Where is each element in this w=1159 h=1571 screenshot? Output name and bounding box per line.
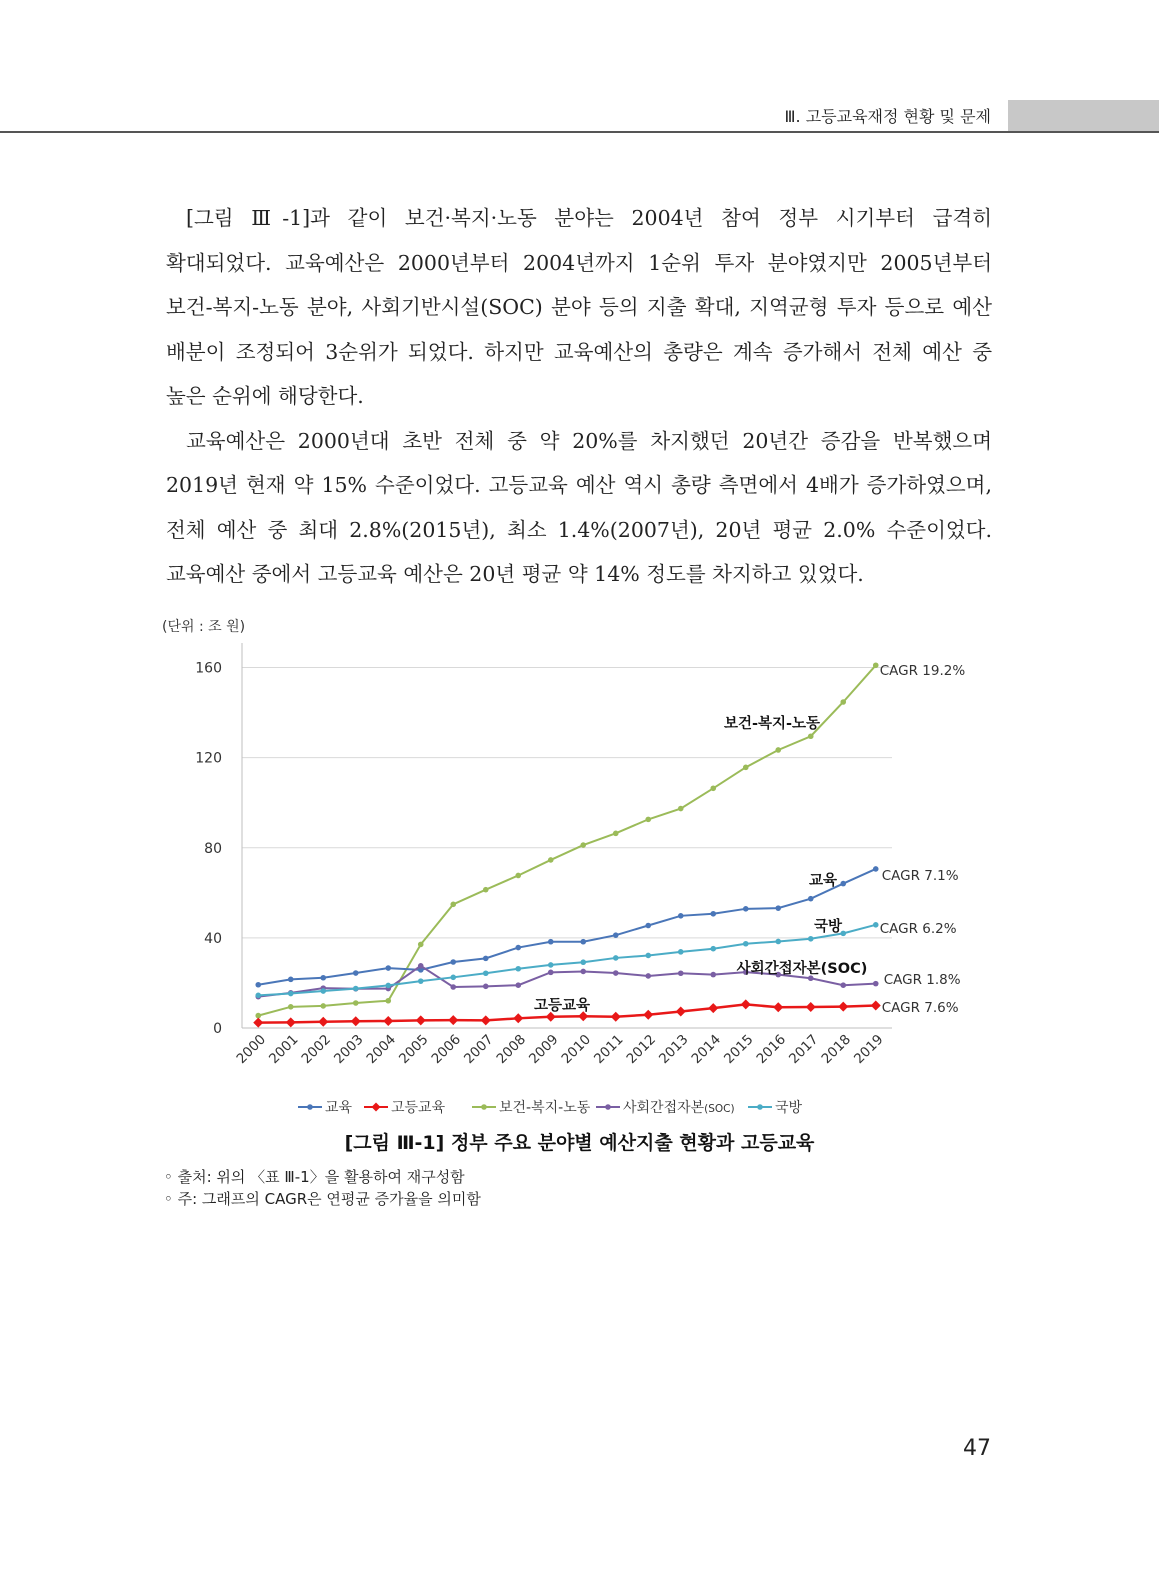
point-2-2002 [320, 1003, 326, 1009]
point-1-2007 [481, 1015, 491, 1025]
point-0-2017 [808, 896, 814, 902]
point-1-2011 [611, 1012, 621, 1022]
point-2-2008 [515, 873, 521, 879]
x-tick-label-2018: 2018 [818, 1031, 855, 1068]
x-tick-label-2016: 2016 [753, 1031, 790, 1068]
header-rule [0, 131, 1159, 133]
legend-marker-3 [605, 1104, 611, 1110]
note-cagr: ◦ 주: 그래프의 CAGR은 연평균 증가율을 의미함 [164, 1190, 481, 1208]
point-1-2008 [513, 1013, 523, 1023]
x-tick-label-2004: 2004 [363, 1031, 400, 1068]
point-2-2018 [840, 699, 846, 705]
point-4-2003 [353, 986, 359, 992]
point-0-2011 [613, 932, 619, 938]
series-label-3: 사회간접자본(SOC) [736, 961, 868, 977]
cagr-label-2: CAGR 19.2% [879, 663, 966, 679]
point-3-2014 [710, 972, 716, 978]
point-4-2001 [288, 991, 294, 997]
point-2-2007 [483, 887, 489, 893]
point-2-2013 [678, 806, 684, 812]
series-label-4: 국방 [813, 919, 843, 935]
point-4-2004 [385, 983, 391, 989]
point-2-2014 [710, 785, 716, 791]
point-4-2008 [515, 966, 521, 972]
point-2-2019 [873, 662, 879, 668]
point-1-2013 [676, 1007, 686, 1017]
point-4-2006 [450, 975, 456, 981]
point-0-2000 [255, 982, 261, 988]
point-0-2015 [743, 906, 749, 912]
legend-label-suffix-3: (SOC) [704, 1103, 735, 1115]
point-4-2011 [613, 955, 619, 961]
legend-label-0: 교육 [325, 1100, 353, 1116]
point-1-2012 [643, 1010, 653, 1020]
point-1-2006 [448, 1015, 458, 1025]
point-0-2008 [515, 945, 521, 951]
x-tick-label-2007: 2007 [460, 1031, 497, 1068]
point-0-2012 [645, 923, 651, 929]
y-tick-label-40: 40 [204, 930, 222, 947]
header-gray-bar [1008, 100, 1159, 132]
point-0-2001 [288, 977, 294, 983]
point-4-2014 [710, 946, 716, 952]
point-2-2010 [580, 842, 586, 848]
point-0-2004 [385, 965, 391, 971]
point-0-2013 [678, 913, 684, 919]
point-2-2004 [385, 998, 391, 1004]
point-0-2003 [353, 970, 359, 976]
x-tick-label-2000: 2000 [233, 1031, 270, 1068]
point-2-2000 [255, 1013, 261, 1019]
point-4-2019 [873, 922, 879, 928]
point-1-2003 [351, 1016, 361, 1026]
point-3-2012 [645, 973, 651, 979]
figure-caption: [그림 Ⅲ-1] 정부 주요 분야별 예산지출 현황과 고등교육 [344, 1132, 815, 1154]
point-3-2013 [678, 970, 684, 976]
x-tick-label-2003: 2003 [330, 1031, 367, 1068]
point-3-2009 [548, 970, 554, 976]
point-3-2010 [580, 969, 586, 975]
x-tick-label-2012: 2012 [623, 1031, 660, 1068]
legend-label-2: 보건-복지-노동 [499, 1100, 591, 1116]
point-1-2014 [708, 1003, 718, 1013]
cagr-label-4: CAGR 6.2% [879, 921, 957, 937]
point-1-2000 [253, 1018, 263, 1028]
point-2-2006 [450, 902, 456, 908]
point-3-2019 [873, 981, 879, 987]
legend-marker-2 [481, 1104, 487, 1110]
x-tick-label-2001: 2001 [265, 1031, 302, 1068]
note-source: ◦ 출처: 위의 〈표 Ⅲ-1〉을 활용하여 재구성함 [164, 1168, 465, 1186]
x-tick-label-2013: 2013 [655, 1031, 692, 1068]
x-tick-label-2019: 2019 [850, 1031, 887, 1068]
x-tick-label-2006: 2006 [428, 1031, 465, 1068]
point-0-2018 [840, 881, 846, 887]
x-tick-label-2014: 2014 [688, 1031, 725, 1068]
point-2-2005 [418, 942, 424, 948]
series-label-0: 교육 [808, 873, 838, 889]
legend-label-main-3: 사회간접자본 [623, 1100, 705, 1116]
point-1-2017 [806, 1002, 816, 1012]
series-label-1: 고등교육 [533, 998, 591, 1014]
point-3-2006 [450, 984, 456, 990]
cagr-label-3: CAGR 1.8% [883, 972, 961, 988]
cagr-label-0: CAGR 7.1% [881, 868, 959, 884]
legend-label-4: 국방 [775, 1100, 803, 1116]
point-0-2007 [483, 956, 489, 962]
point-1-2016 [773, 1002, 783, 1012]
point-4-2007 [483, 970, 489, 976]
point-4-2010 [580, 959, 586, 965]
point-1-2015 [741, 999, 751, 1009]
point-1-2005 [416, 1015, 426, 1025]
point-0-2002 [320, 975, 326, 981]
y-tick-label-80: 80 [204, 840, 222, 857]
x-tick-label-2011: 2011 [590, 1031, 627, 1068]
point-4-2009 [548, 962, 554, 968]
point-2-2015 [743, 765, 749, 771]
x-tick-label-2017: 2017 [785, 1031, 822, 1068]
point-1-2001 [286, 1017, 296, 1027]
point-4-2017 [808, 936, 814, 942]
point-2-2017 [808, 733, 814, 739]
point-2-2011 [613, 831, 619, 837]
point-3-2018 [840, 982, 846, 988]
point-0-2016 [775, 905, 781, 911]
x-tick-label-2015: 2015 [720, 1031, 757, 1068]
x-tick-label-2010: 2010 [558, 1031, 595, 1068]
point-3-2005 [418, 963, 424, 969]
point-1-2018 [838, 1002, 848, 1012]
point-4-2015 [743, 941, 749, 947]
y-tick-label-0: 0 [213, 1021, 222, 1037]
legend-label-3 [623, 1099, 735, 1116]
legend-marker-4 [757, 1104, 763, 1110]
unit-label: (단위 : 조 원) [162, 619, 246, 635]
figure-notes [164, 1166, 481, 1210]
x-tick-label-2005: 2005 [395, 1031, 432, 1068]
point-2-2003 [353, 1000, 359, 1006]
point-2-2016 [775, 747, 781, 753]
point-1-2002 [318, 1017, 328, 1027]
point-0-2014 [710, 911, 716, 917]
point-0-2019 [873, 866, 879, 872]
legend-marker-1 [372, 1103, 381, 1112]
legend-marker-0 [307, 1104, 313, 1110]
y-tick-label-120: 120 [195, 750, 222, 767]
budget-chart [150, 605, 1010, 1135]
page-number: 47 [963, 1436, 991, 1461]
paragraph-2: 교육예산은 2000년대 초반 전체 중 약 20%를 차지했던 20년간 증감을 반복했으며 2019년 현재 약 15% 수준이었다. 고등교육 예산 역시 총량 측면에서 4배가 증가하였으며, 전체 예산 중 최대 2.8%(2015년), 최소 1.4%(2007년), 20년 평균 2.0% 수준이었다. 교육예산 중에서 고등교육 예산은 20년 평균 약 14% 정도를 차지하고 있었다. [166, 428, 992, 586]
series-label-2: 보건-복지-노동 [723, 716, 821, 732]
chart-svg [150, 605, 1010, 1135]
point-0-2006 [450, 959, 456, 965]
point-3-2008 [515, 982, 521, 988]
x-tick-label-2008: 2008 [493, 1031, 530, 1068]
point-4-2012 [645, 953, 651, 959]
point-1-2004 [383, 1016, 393, 1026]
cagr-label-1: CAGR 7.6% [881, 1000, 959, 1016]
x-tick-label-2009: 2009 [525, 1031, 562, 1068]
point-1-2019 [871, 1000, 881, 1010]
point-2-2001 [288, 1004, 294, 1010]
y-tick-label-160: 160 [195, 660, 222, 677]
x-tick-label-2002: 2002 [298, 1031, 335, 1068]
point-3-2011 [613, 970, 619, 976]
legend-label-1: 고등교육 [391, 1100, 446, 1116]
point-4-2000 [255, 993, 261, 999]
point-3-2007 [483, 984, 489, 990]
running-header-title: Ⅲ. 고등교육재정 현황 및 문제 [784, 107, 991, 126]
point-4-2013 [678, 949, 684, 955]
point-4-2005 [418, 978, 424, 984]
point-4-2016 [775, 939, 781, 945]
point-2-2012 [645, 817, 651, 823]
point-4-2002 [320, 988, 326, 994]
point-0-2010 [580, 939, 586, 945]
point-0-2009 [548, 939, 554, 945]
paragraph-1: [그림 Ⅲ-1]과 같이 보건·복지·노동 분야는 2004년 참여 정부 시기부터 급격히 확대되었다. 교육예산은 2000년부터 2004년까지 1순위 투자 분야였지만 2005년부터 보건-복지-노동 분야, 사회기반시설(SOC) 분야 등의 지출 확대, 지역균형 투자 등으로 예산 배분이 조정되어 3순위가 되었다. 하지만 교육예산의 총량은 계속 증가해서 전체 예산 중 높은 순위에 해당한다. [166, 206, 992, 408]
point-2-2009 [548, 857, 554, 863]
body-text [166, 196, 992, 597]
